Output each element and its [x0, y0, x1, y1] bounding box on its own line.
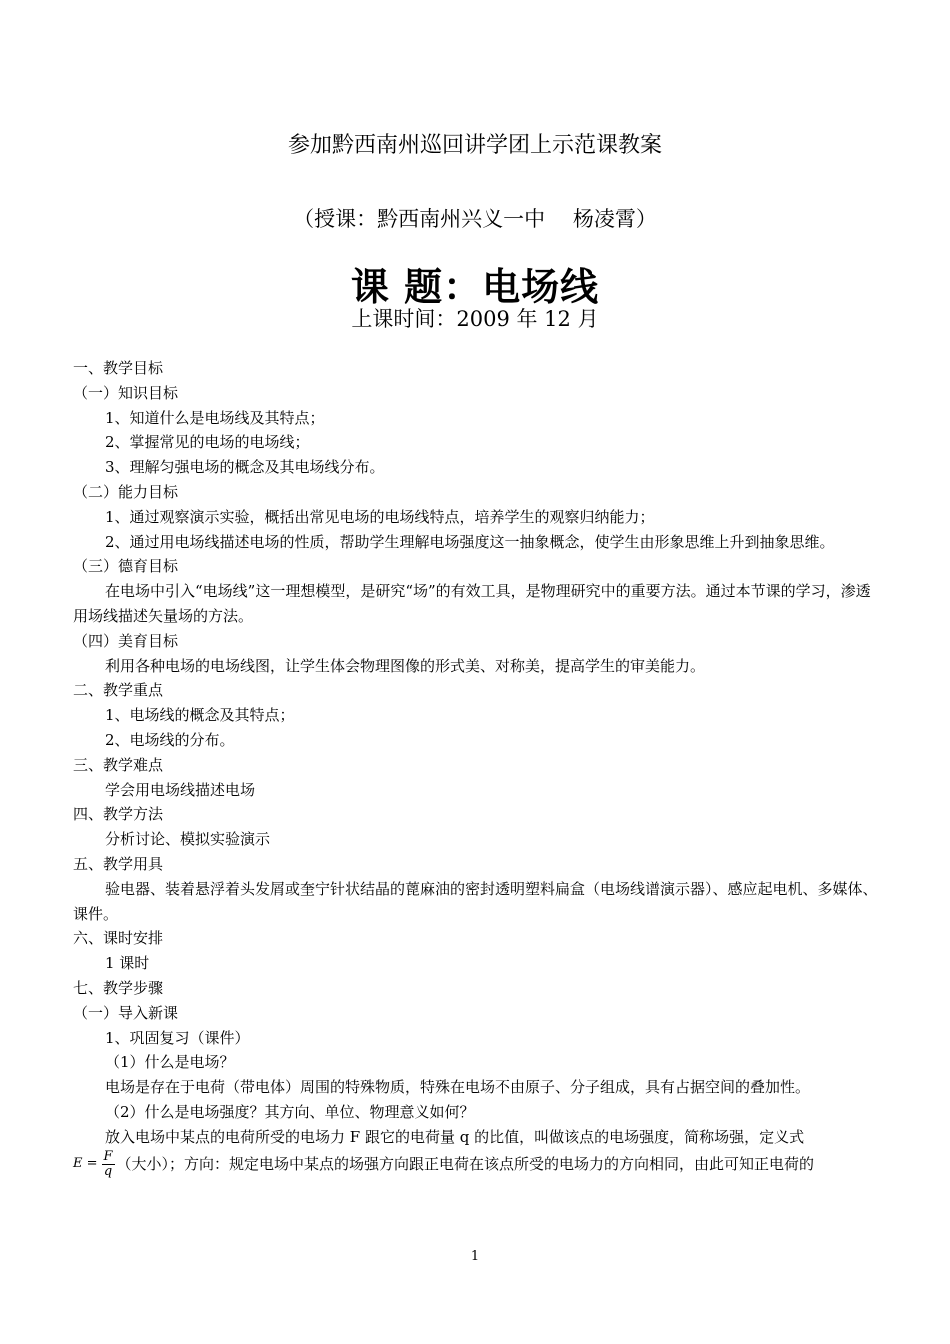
- paragraph: 学会用电场线描述电场: [105, 780, 256, 799]
- section-heading: 一、教学目标: [73, 359, 164, 377]
- paragraph: 在电场中引入“电场线”这一理想模型，是研究“场”的有效工具，是物理研究中的重要方法。通过本节课的学习，渗透用场线描述矢量场的方法。: [73, 582, 871, 625]
- lesson-time: 上课时间：2009 年 12 月: [351, 307, 599, 331]
- paragraph: 1 课时: [105, 954, 150, 973]
- answer: 电场是存在于电荷（带电体）周围的特殊物质，特殊在电场不由原子、分子组成，具有占据空间的叠加性。: [105, 1078, 811, 1097]
- list-item: 2、通过用电场线描述电场的性质，帮助学生理解电场强度这一抽象概念，使学生由形象思维上升到抽象思维。: [105, 532, 835, 551]
- subsection-heading: （三）德育目标: [73, 557, 179, 576]
- answer: 放入电场中某点的电荷所受的电场力 F 跟它的电荷量 q 的比值，叫做该点的电场强度，简称场强，定义式: [105, 1127, 805, 1146]
- section-heading: 六、课时安排: [73, 929, 164, 948]
- list-item: 2、掌握常见的电场的电场线；: [105, 433, 310, 452]
- section-heading: 七、教学步骤: [73, 978, 164, 997]
- formula-fraction: [102, 1150, 115, 1179]
- list-item: 1、电场线的概念及其特点；: [105, 706, 295, 725]
- paragraph: 分析讨论、模拟实验演示: [105, 830, 271, 849]
- formula-numerator: F: [103, 1148, 113, 1164]
- lesson-topic: 课 题：电场线: [350, 265, 600, 309]
- formula-denominator: q: [103, 1163, 113, 1179]
- list-item: 3、理解匀强电场的概念及其电场线分布。: [105, 458, 385, 477]
- lesson-body: [73, 356, 881, 1179]
- paragraph: 利用各种电场的电场线图，让学生体会物理图像的形式美、对称美，提高学生的审美能力。: [105, 656, 706, 675]
- field-strength-formula: [73, 1150, 115, 1179]
- paragraph: 验电器、装着悬浮着头发屑或奎宁针状结晶的蓖麻油的密封透明塑料扁盒（电场线谱演示器）、感应起电机、多媒体、课件。: [73, 879, 878, 923]
- teacher-line: （授课：黔西南州兴义一中 杨凌霄）: [293, 207, 657, 231]
- subsection-heading: （四）美育目标: [73, 631, 179, 650]
- section-heading: 五、教学用具: [73, 854, 164, 873]
- subsection-heading: （一）知识目标: [73, 383, 179, 402]
- formula-line: [73, 1150, 881, 1179]
- section-heading: 四、教学方法: [73, 805, 164, 824]
- question: （1）什么是电场？: [105, 1053, 235, 1072]
- list-item: 1、巩固复习（课件）: [105, 1028, 250, 1047]
- section-heading: 二、教学重点: [73, 681, 164, 700]
- list-item: 1、通过观察演示实验，概括出常见电场的电场线特点，培养学生的观察归纳能力；: [105, 507, 655, 526]
- section-heading: 三、教学难点: [73, 755, 164, 774]
- formula-lhs: E =: [73, 1155, 98, 1171]
- formula-description: （大小）；方向：规定电场中某点的场强方向跟正电荷在该点所受的电场力的方向相同，由此可知正电荷的: [116, 1154, 815, 1173]
- list-item: 1、知道什么是电场线及其特点；: [105, 408, 325, 427]
- page-number: 1: [470, 1249, 480, 1264]
- question: （2）什么是电场强度？其方向、单位、物理意义如何？: [105, 1102, 475, 1121]
- subsection-heading: （一）导入新课: [73, 1003, 179, 1022]
- document-title: 参加黔西南州巡回讲学团上示范课教案: [287, 133, 662, 158]
- list-item: 2、电场线的分布。: [105, 730, 235, 749]
- subsection-heading: （二）能力目标: [73, 482, 179, 501]
